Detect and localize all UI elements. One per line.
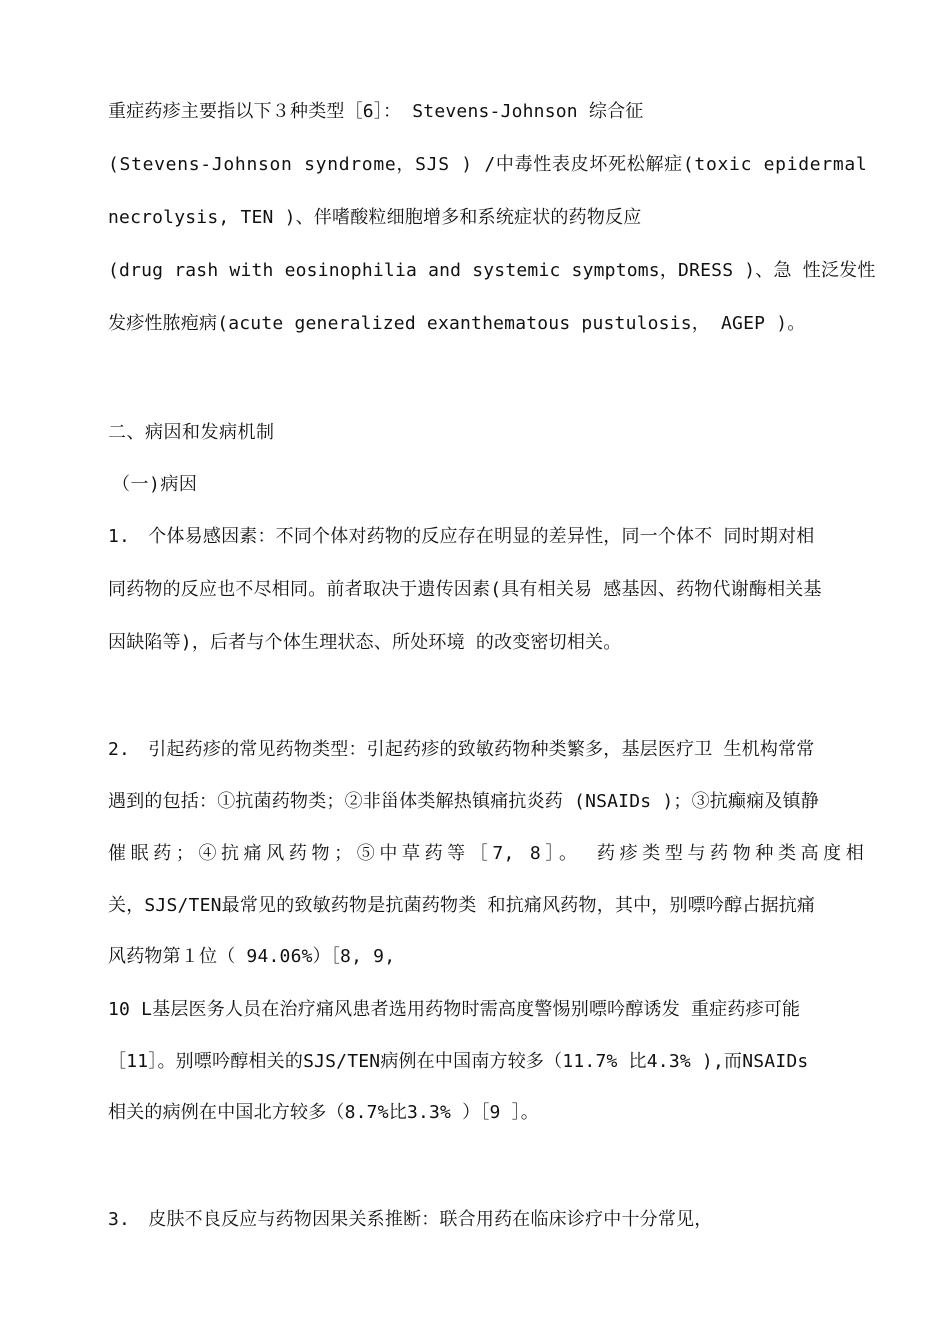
text-line: 催眠药；④抗痛风药物；⑤中草药等［7, 8］。 药疹类型与药物种类高度相	[108, 843, 864, 864]
text-line: 相关的病例在中国北方较多（8.7%比3.3% ）［9 ］。	[108, 1102, 540, 1123]
text-line: (Stevens-Johnson syndrome，SJS ) /中毒性表皮坏死松解症(toxic epidermal	[108, 154, 868, 175]
text-line: necrolysis, TEN )、伴嗜酸粒细胞增多和系统症状的药物反应	[108, 207, 642, 228]
subsection-heading: （一)病因	[112, 474, 198, 495]
text-line: 2. 引起药疹的常见药物类型：引起药疹的致敏药物种类繁多，基层医疗卫 生机构常常	[108, 739, 815, 760]
text-line: 10 L基层医务人员在治疗痛风患者选用药物时需高度警惕别嘌吟醇诱发 重症药疹可能	[108, 999, 801, 1020]
text-line: 3. 皮肤不良反应与药物因果关系推断：联合用药在临床诊疗中十分常见，	[108, 1209, 713, 1230]
text-line: (drug rash with eosinophilia and systemic symptoms，DRESS )、急 性泛发性	[108, 260, 876, 281]
text-line: 风药物第１位（ 94.06%）［8, 9,	[108, 946, 396, 967]
text-line: 关，SJS/TEN最常见的致敏药物是抗菌药物类 和抗痛风药物，其中，别嘌吟醇占据抗痛	[108, 895, 816, 916]
section-heading: 二、病因和发病机制	[108, 422, 275, 443]
text-line: 1. 个体易感因素：不同个体对药物的反应存在明显的差异性，同一个体不 同时期对相	[108, 526, 815, 547]
text-line: 遇到的包括：①抗菌药物类；②非甾体类解热镇痛抗炎药 (NSAIDs )；③抗癫痫及镇静	[108, 791, 819, 812]
text-line: 发疹性脓疱病(acute generalized exanthematous pustulosis， AGEP )。	[108, 313, 806, 334]
text-line: 因缺陷等)，后者与个体生理状态、所处环境 的改变密切相关。	[108, 632, 622, 653]
text-line: 同药物的反应也不尽相同。前者取决于遗传因素(具有相关易 感基因、药物代谢酶相关基	[108, 579, 822, 600]
text-line: 重症药疹主要指以下３种类型［6］： Stevens-Johnson 综合征	[108, 101, 644, 122]
text-line: ［11］。别嘌吟醇相关的SJS/TEN病例在中国南方较多（11.7% 比4.3% ),而NSAIDs	[108, 1051, 809, 1072]
